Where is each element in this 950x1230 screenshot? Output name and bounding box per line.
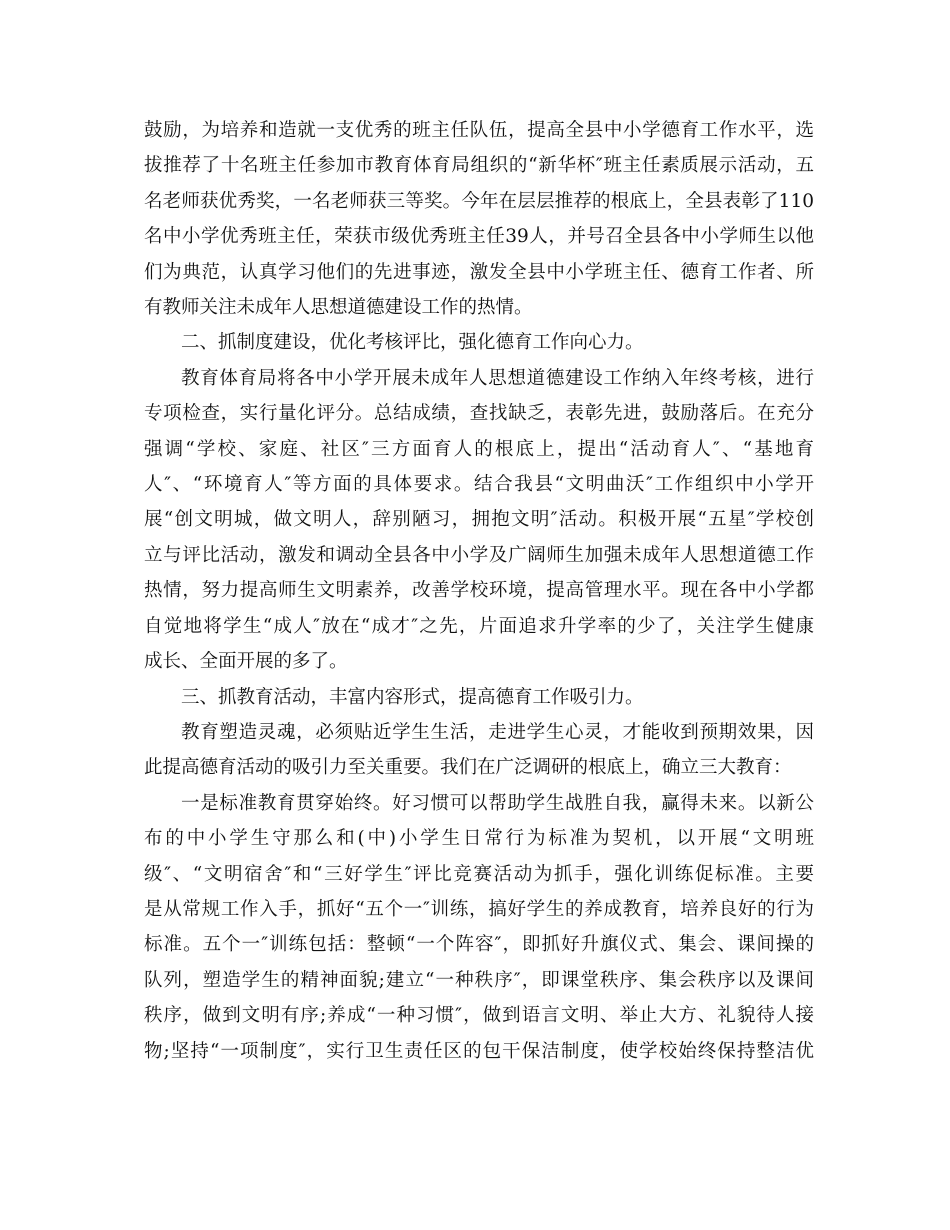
text-line: 们为典范，认真学习他们的先进事迹，激发全县中小学班主任、德育工作者、所: [144, 261, 814, 283]
text-line: 秩序，做到文明有序;养成“一种习惯″，做到语言文明、举止大方、礼貌待人接: [144, 1005, 814, 1027]
text-line: 热情，努力提高师生文明素养，改善学校环境，提高管理水平。现在各中小学都: [144, 580, 814, 602]
section-heading: 二、抓制度建设，优化考核评比，强化德育工作向心力。: [181, 332, 644, 354]
text-line: 展“创文明城，做文明人，辞别陋习，拥抱文明″活动。积极开展“五星″学校创: [144, 509, 814, 531]
text-line: 此提高德育活动的吸引力至关重要。我们在广泛调研的根底上，确立三大教育：: [144, 757, 792, 779]
text-line: 自觉地将学生“成人″放在“成才″之先，片面追求升学率的少了，关注学生健康: [144, 615, 814, 637]
text-line: 成长、全面开展的多了。: [144, 651, 348, 673]
text-line: 名老师获优秀奖，一名老师获三等奖。今年在层层推荐的根底上，全县表彰了110: [144, 190, 814, 212]
text-line: 立与评比活动，激发和调动全县各中小学及广阔师生加强未成年人思想道德工作: [144, 544, 814, 566]
paragraph-education-soul: [144, 715, 814, 786]
text-line: 拔推荐了十名班主任参加市教育体育局组织的“新华杯″班主任素质展示活动，五: [144, 155, 814, 177]
text-line: 专项检查，实行量化评分。总结成绩，查找缺乏，表彰先进，鼓励落后。在充分: [144, 403, 814, 425]
section-heading-two: [144, 325, 814, 360]
text-line: 教育塑造灵魂，必须贴近学生生活，走进学生心灵，才能收到预期效果，因: [181, 721, 814, 743]
text-line: 级″、“文明宿舍″和“三好学生″评比竞赛活动为抓手，强化训练促标准。主要: [144, 863, 814, 885]
text-line: 物;坚持“一项制度″，实行卫生责任区的包干保洁制度，使学校始终保持整洁优: [144, 1040, 814, 1062]
text-line: 强调“学校、家庭、社区″三方面育人的根底上，提出“活动育人″、“基地育: [144, 438, 814, 460]
text-line: 标准。五个一″训练包括：整顿“一个阵容″，即抓好升旗仪式、集会、课间操的: [144, 934, 814, 956]
paragraph-teacher-awards: [144, 113, 814, 325]
text-line: 一是标准教育贯穿始终。好习惯可以帮助学生战胜自我，赢得未来。以新公: [181, 792, 814, 814]
paragraph-assessment: [144, 361, 814, 680]
document-page: [144, 113, 814, 1069]
section-heading: 三、抓教育活动，丰富内容形式，提高德育工作吸引力。: [181, 686, 644, 708]
paragraph-standard-education: [144, 786, 814, 1069]
text-line: 鼓励，为培养和造就一支优秀的班主任队伍，提高全县中小学德育工作水平，选: [144, 120, 814, 141]
text-line: 人″、“环境育人″等方面的具体要求。结合我县“文明曲沃″工作组织中小学开: [144, 474, 814, 496]
text-line: 教育体育局将各中小学开展未成年人思想道德建设工作纳入年终考核，进行: [181, 367, 814, 389]
text-line: 名中小学优秀班主任，荣获市级优秀班主任39人，并号召全县各中小学师生以他: [144, 226, 814, 248]
text-line: 布的中小学生守那么和(中)小学生日常行为标准为契机，以开展“文明班: [144, 828, 814, 850]
text-line: 有教师关注未成年人思想道德建设工作的热情。: [144, 297, 533, 319]
section-heading-three: [144, 680, 814, 715]
text-line: 队列，塑造学生的精神面貌;建立“一种秩序″，即课堂秩序、集会秩序以及课间: [144, 969, 814, 991]
text-line: 是从常规工作入手，抓好“五个一″训练，搞好学生的养成教育，培养良好的行为: [144, 898, 814, 920]
